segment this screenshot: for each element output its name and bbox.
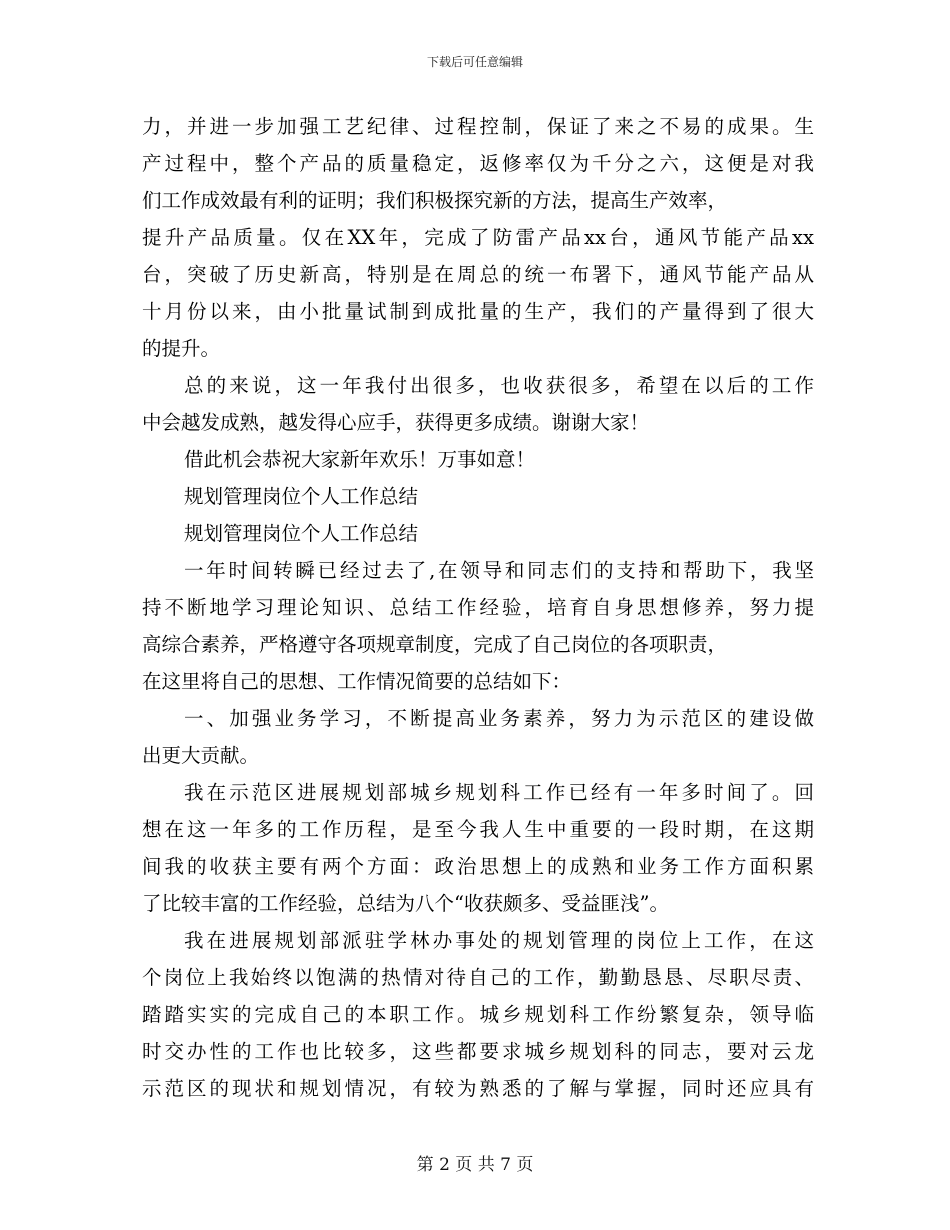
text-line: 出更大贡献。	[142, 744, 260, 767]
text-line: 持不断地学习理论知识、总结工作经验，培育自身思想修养，努力提	[142, 596, 814, 619]
text-line: 示范区的现状和规划情况，有较为熟悉的了解与掌握，同时还应具有	[142, 1077, 814, 1100]
text-line: 台，突破了历史新高，特别是在周总的统一布署下，通风节能产品从	[142, 263, 814, 286]
text-line: 在这里将自己的思想、工作情况简要的总结如下：	[142, 670, 572, 693]
text-line: 个岗位上我始终以饱满的热情对待自己的工作，勤勤恳恳、尽职尽责、	[142, 966, 814, 989]
text-line: 我在进展规划部派驻学林办事处的规划管理的岗位上工作，在这	[184, 929, 814, 952]
text-line: 一、加强业务学习，不断提高业务素养，努力为示范区的建设做	[184, 707, 814, 730]
text-line: 一年时间转瞬已经过去了,在领导和同志们的支持和帮助下，我坚	[184, 559, 814, 582]
page-footer: 第 2 页 共 7 页	[416, 1155, 534, 1175]
text-line: 规划管理岗位个人工作总结	[184, 522, 419, 545]
text-line: 间我的收获主要有两个方面：政治思想上的成熟和业务工作方面积累	[142, 855, 814, 878]
text-line: 了比较丰富的工作经验，总结为八个“收获颇多、受益匪浅”。	[142, 892, 669, 915]
document-body	[142, 108, 814, 1107]
text-line: 规划管理岗位个人工作总结	[184, 485, 419, 508]
text-line: 力，并进一步加强工艺纪律、过程控制，保证了来之不易的成果。生	[142, 115, 814, 138]
text-line: 们工作成效最有利的证明；我们积极探究新的方法，提高生产效率，	[142, 189, 728, 212]
text-line: 提升产品质量。仅在XX年，完成了防雷产品xx台，通风节能产品xx	[142, 226, 814, 249]
text-line: 借此机会恭祝大家新年欢乐！万事如意！	[184, 448, 536, 471]
page-header: 下载后可任意编辑	[426, 55, 523, 69]
text-line: 中会越发成熟，越发得心应手，获得更多成绩。谢谢大家！	[142, 411, 650, 434]
text-line: 想在这一年多的工作历程，是至今我人生中重要的一段时期，在这期	[142, 818, 814, 841]
text-line: 产过程中，整个产品的质量稳定，返修率仅为千分之六，这便是对我	[142, 152, 814, 175]
text-line: 时交办性的工作也比较多，这些都要求城乡规划科的同志，要对云龙	[142, 1040, 814, 1063]
text-line: 高综合素养，严格遵守各项规章制度，完成了自己岗位的各项职责，	[142, 633, 728, 656]
text-line: 我在示范区进展规划部城乡规划科工作已经有一年多时间了。回	[184, 781, 814, 804]
text-line: 踏踏实实的完成自己的本职工作。城乡规划科工作纷繁复杂，领导临	[142, 1003, 814, 1026]
text-line: 总的来说，这一年我付出很多，也收获很多，希望在以后的工作	[184, 374, 814, 397]
text-line: 十月份以来，由小批量试制到成批量的生产，我们的产量得到了很大	[142, 300, 814, 323]
text-line: 的提升。	[142, 337, 221, 360]
